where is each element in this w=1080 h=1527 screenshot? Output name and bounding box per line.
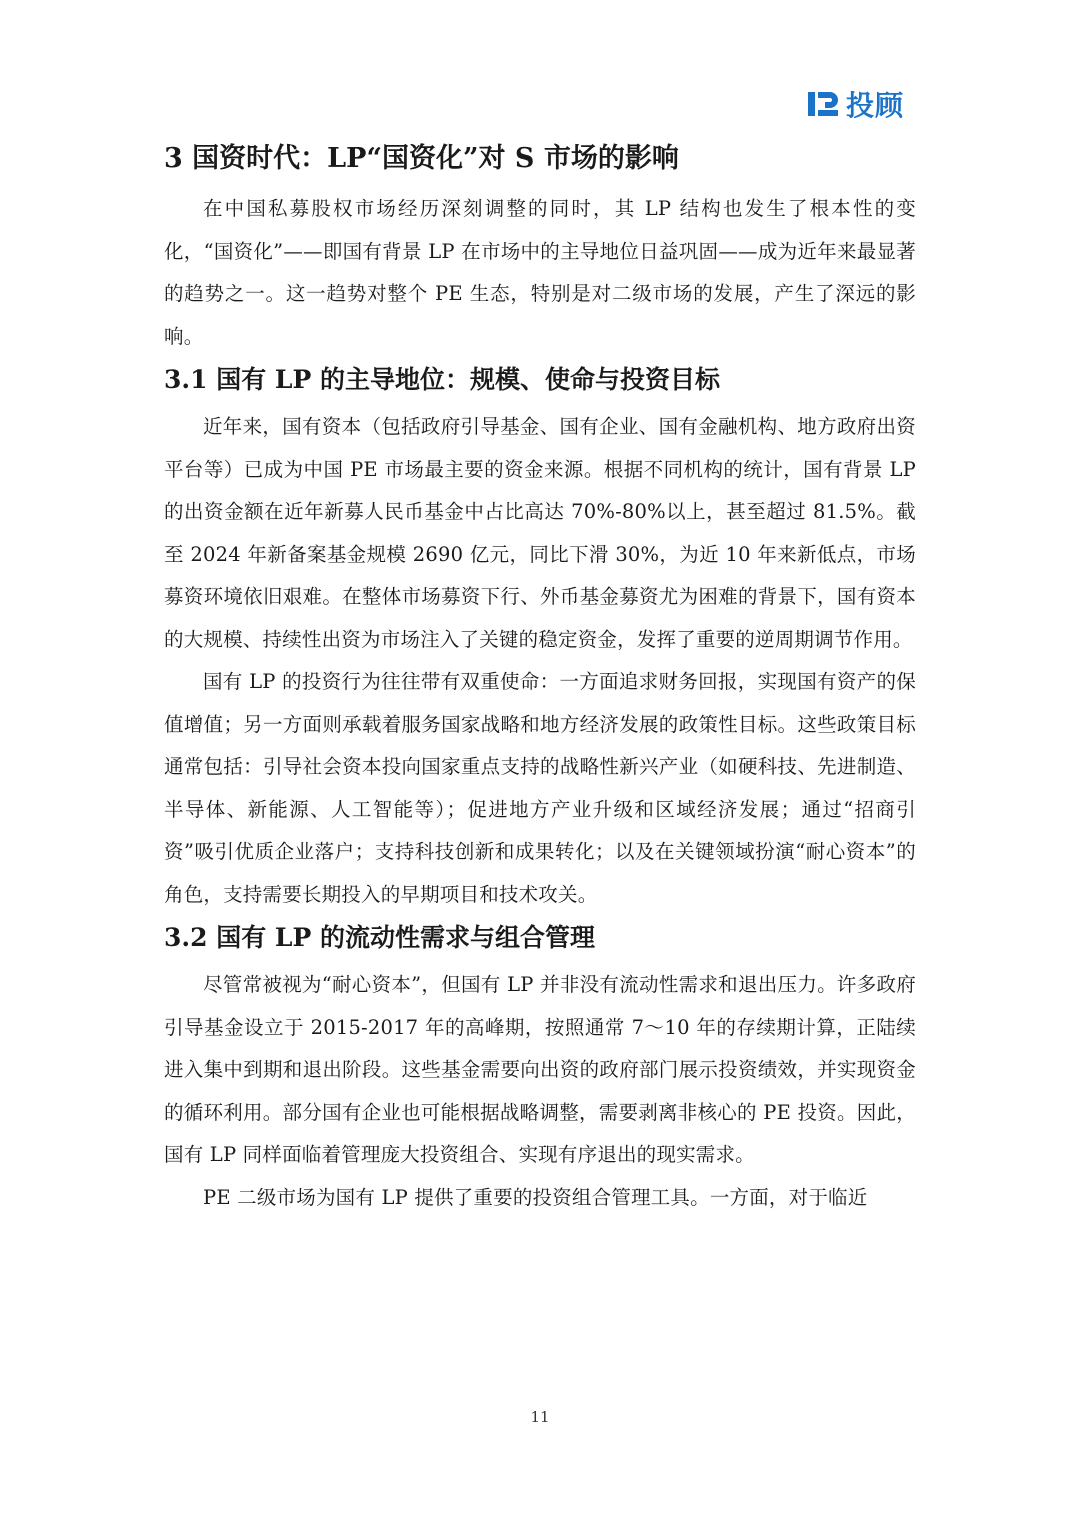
brand-logo [806, 84, 904, 124]
document-body [164, 138, 916, 1219]
page-number: 11 [530, 1408, 550, 1426]
paragraph: 国有 LP 的投资行为往往带有双重使命：一方面追求财务回报，实现国有资产的保值增值；另一方面则承载着服务国家战略和地方经济发展的政策性目标。这些政策目标通常包括：引导社会资本投向国家重点支持的战略性新兴产业（如硬科技、先进制造、半导体、新能源、人工智能等）；促进地方产业升级和区域经济发展；通过“招商引资”吸引优质企业落户；支持科技创新和成果转化；以及在关键领域扮演“耐心资本”的角色，支持需要长期投入的早期项目和技术攻关。 [164, 670, 916, 906]
paragraph: 近年来，国有资本（包括政府引导基金、国有企业、国有金融机构、地方政府出资平台等）已成为中国 PE 市场最主要的资金来源。根据不同机构的统计，国有背景 LP 的出资金额在近年新募人民币基金中占比高达 70%-80%以上，甚至超过 81.5%。截至 2024 年新备案基金规模 2690 亿元，同比下滑 30%，为近 10 年来新低点，市场募资环境依旧艰难。在整体市场募资下行、外币基金募资尤为困难的背景下，国有资本的大规模、持续性出资为市场注入了关键的稳定资金，发挥了重要的逆周期调节作用。 [164, 415, 916, 651]
subsection-title-3-1: 3.1 国有 LP 的主导地位：规模、使命与投资目标 [164, 365, 720, 394]
subsection-title-3-2: 3.2 国有 LP 的流动性需求与组合管理 [164, 923, 595, 952]
section-title: 3 国资时代：LP“国资化”对 S 市场的影响 [164, 143, 679, 174]
paragraph: PE 二级市场为国有 LP 提供了重要的投资组合管理工具。一方面，对于临近 [203, 1185, 868, 1209]
section-intro-paragraph: 在中国私募股权市场经历深刻调整的同时，其 LP 结构也发生了根本性的变化，“国资化”——即国有背景 LP 在市场中的主导地位日益巩固——成为近年来最显著的趋势之一。这一趋势对整个 PE 生态，特别是对二级市场的发展，产生了深远的影响。 [164, 197, 916, 348]
paragraph: 尽管常被视为“耐心资本”，但国有 LP 并非没有流动性需求和退出压力。许多政府引导基金设立于 2015-2017 年的高峰期，按照通常 7～10 年的存续期计算，正陆续进入集中到期和退出阶段。这些基金需要向出资的政府部门展示投资绩效，并实现资金的循环利用。部分国有企业也可能根据战略调整，需要剥离非核心的 PE 投资。因此，国有 LP 同样面临着管理庞大投资组合、实现有序退出的现实需求。 [164, 973, 916, 1166]
logo-text: 投顾 [846, 89, 905, 122]
lp-logo-icon [806, 89, 842, 119]
